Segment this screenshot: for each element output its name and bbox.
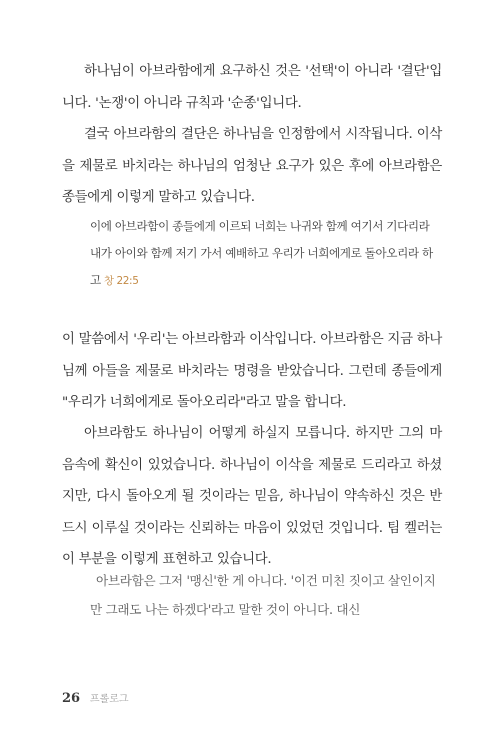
chapter-title: 프롤로그	[89, 694, 129, 705]
paragraph-1: 하나님이 아브라함에게 요구하신 것은 '선택'이 아니라 '결단'입니다. '논쟁'이 아니라 규칙과 '순종'입니다.	[62, 64, 442, 111]
paragraph-4: 아브라함도 하나님이 어떻게 하실지 모릅니다. 하지만 그의 마음속에 확신이 있었습니다. 하나님이 이삭을 제물로 드리라고 하셨지만, 다시 돌아오게 될 것이라는 믿음, 하나님이 약속하신 것은 반드시 이루실 것이라는 신뢰하는 마음이 있었던 것입니다. 팀 켈러는 이 부분을 이렇게 표현하고 있습니다.	[62, 426, 442, 567]
keller-quote: 아브라함은 그저 '맹신'한 게 아니다. '이건 미친 짓이고 살인이지만 그래도 나는 하겠다'라고 말한 것이 아니다. 대신	[90, 573, 436, 617]
scripture-text: 이에 아브라함이 종들에게 이르되 너희는 나귀와 함께 여기서 기다리라 내가 아이와 함께 저기 가서 예배하고 우리가 너희에게로 돌아오리라 하고	[90, 219, 433, 287]
paragraph-3: 이 말씀에서 '우리'는 아브라함과 이삭입니다. 아브라함은 지금 하나님께 아들을 제물로 바치라는 명령을 받았습니다. 그런데 종들에게 "우리가 너희에게로 돌아오리라"라고 말을 합니다.	[62, 332, 442, 410]
scripture-quote	[90, 213, 440, 295]
scripture-reference: 창 22:5	[103, 275, 139, 287]
paragraph-2: 결국 아브라함의 결단은 하나님을 인정함에서 시작됩니다. 이삭을 제물로 바치라는 하나님의 엄청난 요구가 있은 후에 아브라함은 종들에게 이렇게 말하고 있습니다.	[62, 127, 442, 205]
page-footer	[62, 690, 129, 706]
page-number: 26	[62, 691, 81, 706]
